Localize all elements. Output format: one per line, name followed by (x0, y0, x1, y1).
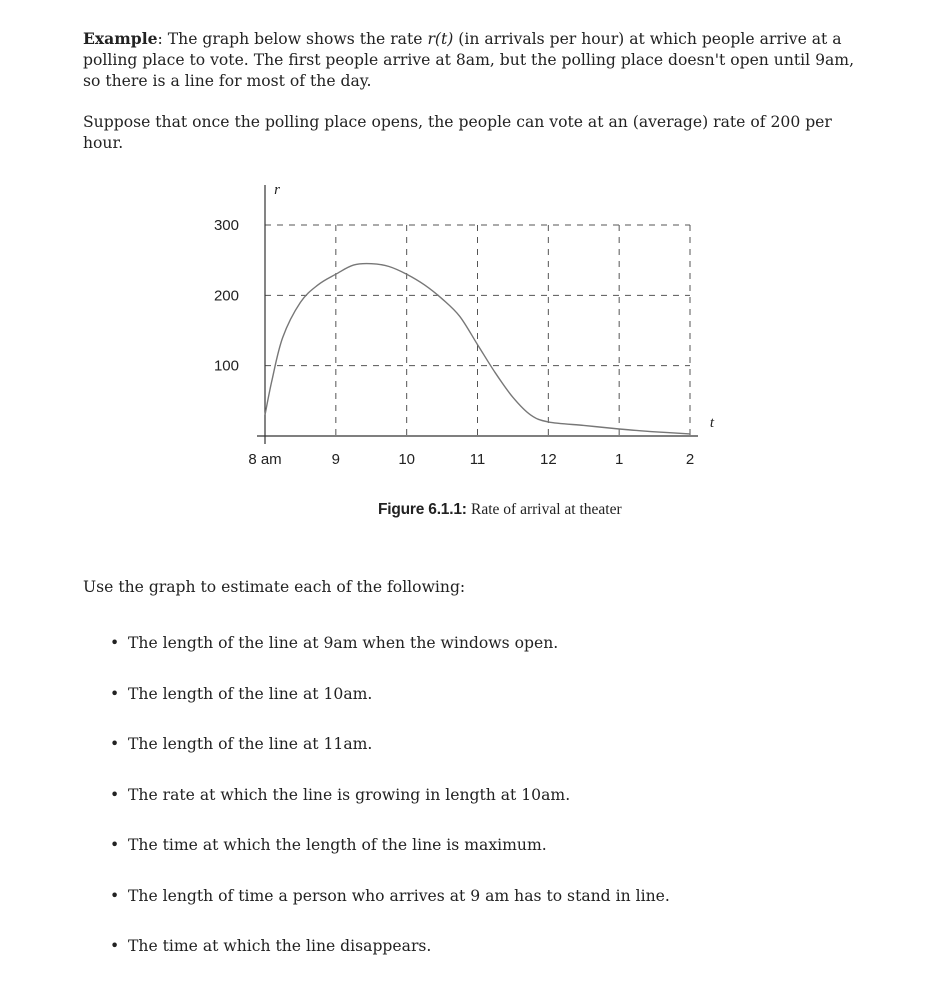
prompt-paragraph: Use the graph to estimate each of the following: (83, 578, 466, 596)
x-axis-label: t (709, 415, 715, 431)
question-item (110, 684, 372, 704)
y-tick-label: 300 (213, 217, 239, 234)
x-tick-label: 10 (398, 451, 416, 468)
assumption-paragraph: Suppose that once the polling place opens, the people can vote at an (average) rate of 200 per hour. (83, 113, 832, 152)
question-text: The length of the line at 11am. (128, 735, 373, 753)
question-text: The rate at which the line is growing in length at 10am. (128, 786, 571, 804)
figure-caption-text: Rate of arrival at theater (471, 501, 622, 518)
bullet-dot: • (110, 735, 120, 753)
question-item (110, 835, 547, 855)
bullet-dot: • (110, 786, 120, 804)
bullet-dot: • (110, 634, 120, 652)
x-tick-label: 1 (614, 451, 624, 468)
x-tick-label: 8 am (248, 451, 282, 468)
bullet-dot: • (110, 937, 120, 955)
x-tick-label: 11 (469, 451, 486, 468)
x-tick-label: 2 (685, 451, 695, 468)
rate-chart (190, 170, 730, 470)
question-item (110, 886, 670, 906)
question-item (110, 785, 570, 805)
bullet-dot: • (110, 887, 120, 905)
question-item (110, 936, 431, 956)
question-text: The length of time a person who arrives at 9 am has to stand in line. (128, 887, 670, 905)
question-text: The time at which the line disappears. (128, 937, 432, 955)
x-tick-label: 12 (539, 451, 557, 468)
figure-caption (378, 501, 622, 519)
x-tick-label: 9 (331, 451, 341, 468)
example-paragraph (83, 28, 858, 92)
question-text: The length of the line at 9am when the windows open. (128, 634, 559, 652)
example-lead: Example (83, 29, 158, 48)
bullet-dot: • (110, 836, 120, 854)
example-text-before: : The graph below shows the rate (157, 30, 428, 48)
rate-chart-svg (190, 170, 730, 470)
question-text: The length of the line at 10am. (128, 685, 373, 703)
bullet-dot: • (110, 685, 120, 703)
rate-symbol: r(t) (427, 30, 454, 48)
y-tick-label: 200 (213, 287, 239, 305)
question-item (110, 734, 372, 754)
y-tick-label: 100 (213, 357, 239, 375)
question-item (110, 633, 558, 653)
figure-label: Figure 6.1.1: (378, 501, 467, 518)
y-axis-label: r (274, 182, 280, 198)
question-text: The time at which the length of the line is maximum. (128, 836, 547, 854)
example-text-after: (in arrivals per hour) at which people arrive at a polling place to vote. The first people arrive at 8am, but the polling place doesn't open until 9am, so there is a line for most of the day. (83, 30, 855, 90)
